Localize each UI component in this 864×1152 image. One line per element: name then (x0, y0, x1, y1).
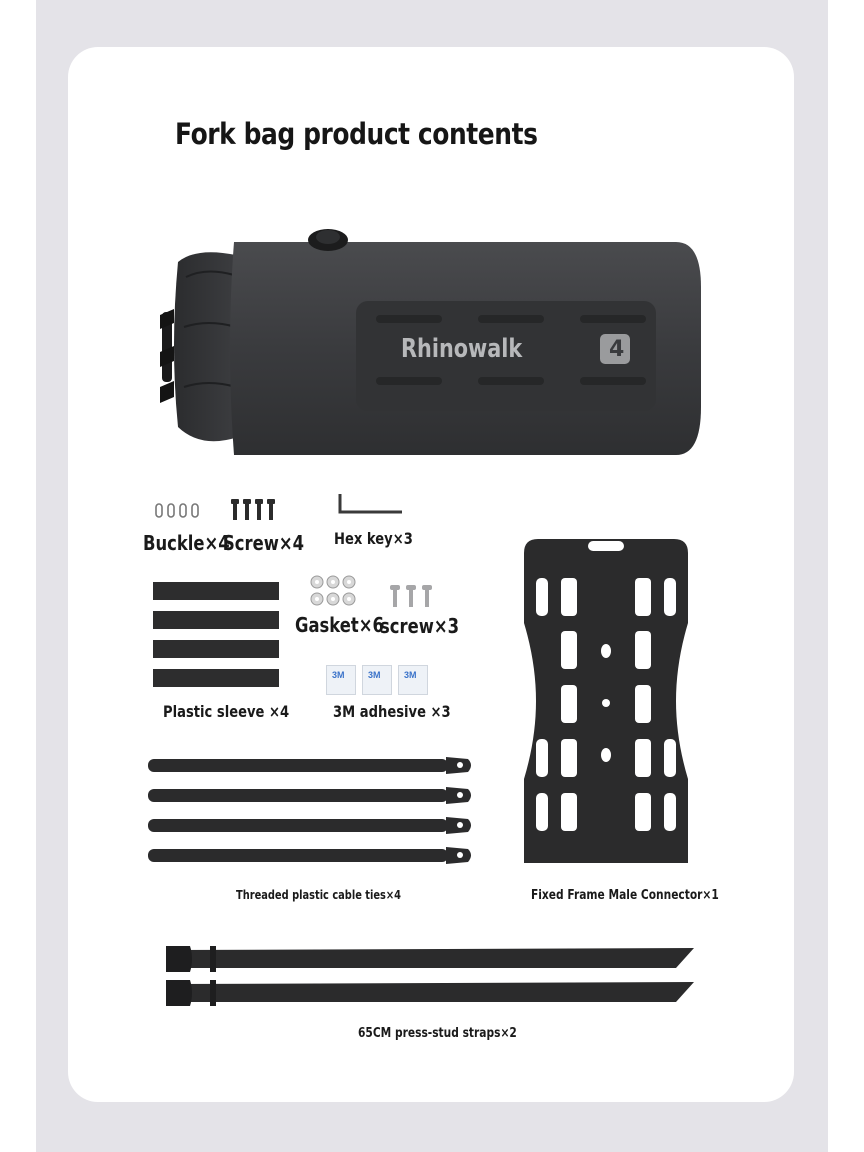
connector-label: Fixed Frame Male Connector×1 (531, 888, 719, 903)
buckle-image (154, 502, 204, 520)
gasket-label: Gasket×6 (295, 613, 384, 637)
screw-image (228, 499, 278, 523)
cable-ties-image (146, 755, 476, 873)
bag-brand-logo: Rhinowalk (401, 334, 523, 364)
adhesive-print-1: 3M (332, 670, 345, 680)
cable-ties-label: Threaded plastic cable ties×4 (236, 888, 402, 902)
screw-label: Screw×4 (223, 531, 305, 555)
gasket-image (308, 574, 358, 608)
straps-label: 65CM press-stud straps×2 (358, 1026, 517, 1041)
plastic-sleeve-label: Plastic sleeve ×4 (163, 702, 290, 721)
hex-key-image (336, 492, 406, 518)
adhesive-print-3: 3M (404, 670, 417, 680)
page-title: Fork bag product contents (175, 117, 538, 151)
adhesive-label: 3M adhesive ×3 (333, 702, 451, 721)
adhesive-image (326, 665, 426, 695)
adhesive-print-2: 3M (368, 670, 381, 680)
small-screw-label: screw×3 (380, 614, 460, 638)
buckle-label: Buckle×4 (143, 531, 230, 555)
plastic-sleeve-image (153, 582, 281, 692)
hex-key-label: Hex key×3 (334, 529, 413, 548)
small-screw-image (388, 585, 438, 611)
capacity-badge: 4 (609, 337, 625, 362)
press-stud-straps-image (164, 942, 704, 1008)
connector-frame-image (516, 533, 696, 869)
product-card (68, 47, 794, 1102)
